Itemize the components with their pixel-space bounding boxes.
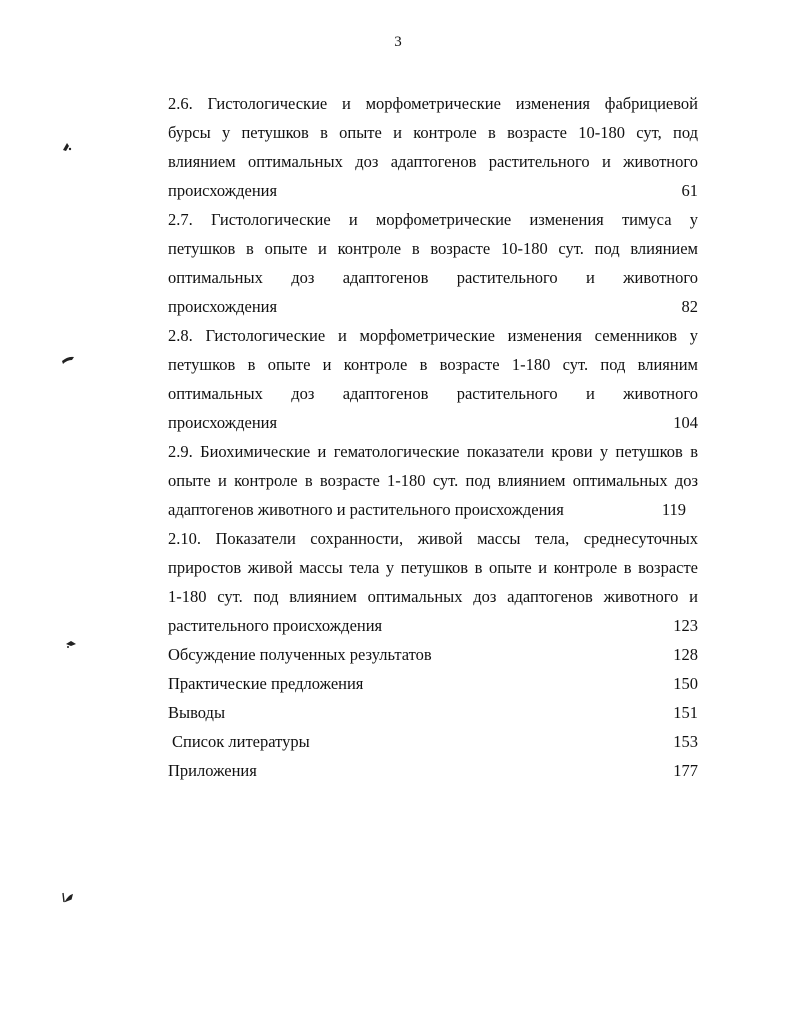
- entry-last-line: [168, 698, 698, 727]
- entry-last-line: [168, 669, 698, 698]
- entry-page-number: 128: [673, 645, 698, 664]
- entry-line: петушков в опыте и контроле в возрасте 10-180 сут. под влиянием: [168, 239, 698, 258]
- entry-page-number: 153: [673, 732, 698, 751]
- entry-line: оптимальных доз адаптогенов растительного и животного: [168, 384, 698, 403]
- entry-page-number: 150: [673, 674, 698, 693]
- entry-line: оптимальных доз адаптогенов растительного и животного: [168, 268, 698, 287]
- entry-last-line: [168, 176, 698, 205]
- entry-page-number: 119: [661, 500, 686, 519]
- entry-line: бурсы у петушков в опыте и контроле в возрасте 10-180 сут, под: [168, 123, 698, 142]
- entry-text: происхождения: [168, 181, 278, 200]
- entry-line: опыте и контроле в возрасте 1-180 сут. под влиянием оптимальных доз: [168, 471, 698, 490]
- entry-text: адаптогенов животного и растительного происхождения: [168, 500, 564, 519]
- entry-page-number: 82: [681, 297, 698, 316]
- entry-text: происхождения: [168, 297, 278, 316]
- entry-text: происхождения: [168, 413, 278, 432]
- entry-line: 1-180 сут. под влиянием оптимальных доз адаптогенов животного и: [168, 587, 698, 606]
- scan-speck: [60, 352, 76, 366]
- entry-last-line: [172, 727, 698, 756]
- entry-page-number: 61: [681, 181, 698, 200]
- entry-last-line: [168, 640, 698, 669]
- entry-last-line: [168, 408, 698, 437]
- scan-speck: [60, 140, 74, 154]
- entry-line: петушков в опыте и контроле в возрасте 1-180 сут. под влияним: [168, 355, 698, 374]
- entry-line: 2.6. Гистологические и морфометрические изменения фабрициевой: [168, 94, 698, 113]
- entry-page-number: 104: [673, 413, 698, 432]
- entry-page-number: 151: [673, 703, 698, 722]
- entry-text: Приложения: [168, 761, 257, 780]
- entry-text: растительного происхождения: [168, 616, 383, 635]
- entry-line: 2.9. Биохимические и гематологические показатели крови у петушков в: [168, 442, 698, 461]
- entry-line: 2.8. Гистологические и морфометрические изменения семенников у: [168, 326, 698, 345]
- entry-text: Практические предложения: [168, 674, 364, 693]
- toc-entry-2-8: [168, 321, 698, 437]
- entry-page-number: 123: [673, 616, 698, 635]
- entry-last-line: [168, 611, 698, 640]
- entry-last-line: [168, 495, 698, 524]
- entry-line: 2.10. Показатели сохранности, живой массы тела, среднесуточных: [168, 529, 698, 548]
- entry-line: влиянием оптимальных доз адаптогенов растительного и животного: [168, 152, 698, 171]
- toc-entry-2-10: [168, 524, 698, 640]
- toc-entry-appendices: [168, 756, 698, 785]
- entry-page-number: 177: [673, 761, 698, 780]
- entry-text: Список литературы: [172, 732, 310, 751]
- entry-last-line: [168, 756, 698, 785]
- toc-entry-2-9: [168, 437, 698, 524]
- entry-last-line: [168, 292, 698, 321]
- table-of-contents: [168, 89, 698, 785]
- toc-entry-conclusions: [168, 698, 698, 727]
- entry-line: 2.7. Гистологические и морфометрические изменения тимуса у: [168, 210, 698, 229]
- toc-entry-references: [168, 727, 698, 756]
- toc-entry-2-7: [168, 205, 698, 321]
- toc-entry-practical: [168, 669, 698, 698]
- scan-speck: [60, 890, 74, 904]
- entry-line: приростов живой массы тела у петушков в опыте и контроле в возрасте: [168, 558, 698, 577]
- entry-text: Выводы: [168, 703, 226, 722]
- entry-text: Обсуждение полученных результатов: [168, 645, 432, 664]
- toc-entry-discussion: [168, 640, 698, 669]
- page-number: 3: [394, 34, 402, 50]
- toc-entry-2-6: [168, 89, 698, 205]
- scan-speck: [64, 638, 78, 650]
